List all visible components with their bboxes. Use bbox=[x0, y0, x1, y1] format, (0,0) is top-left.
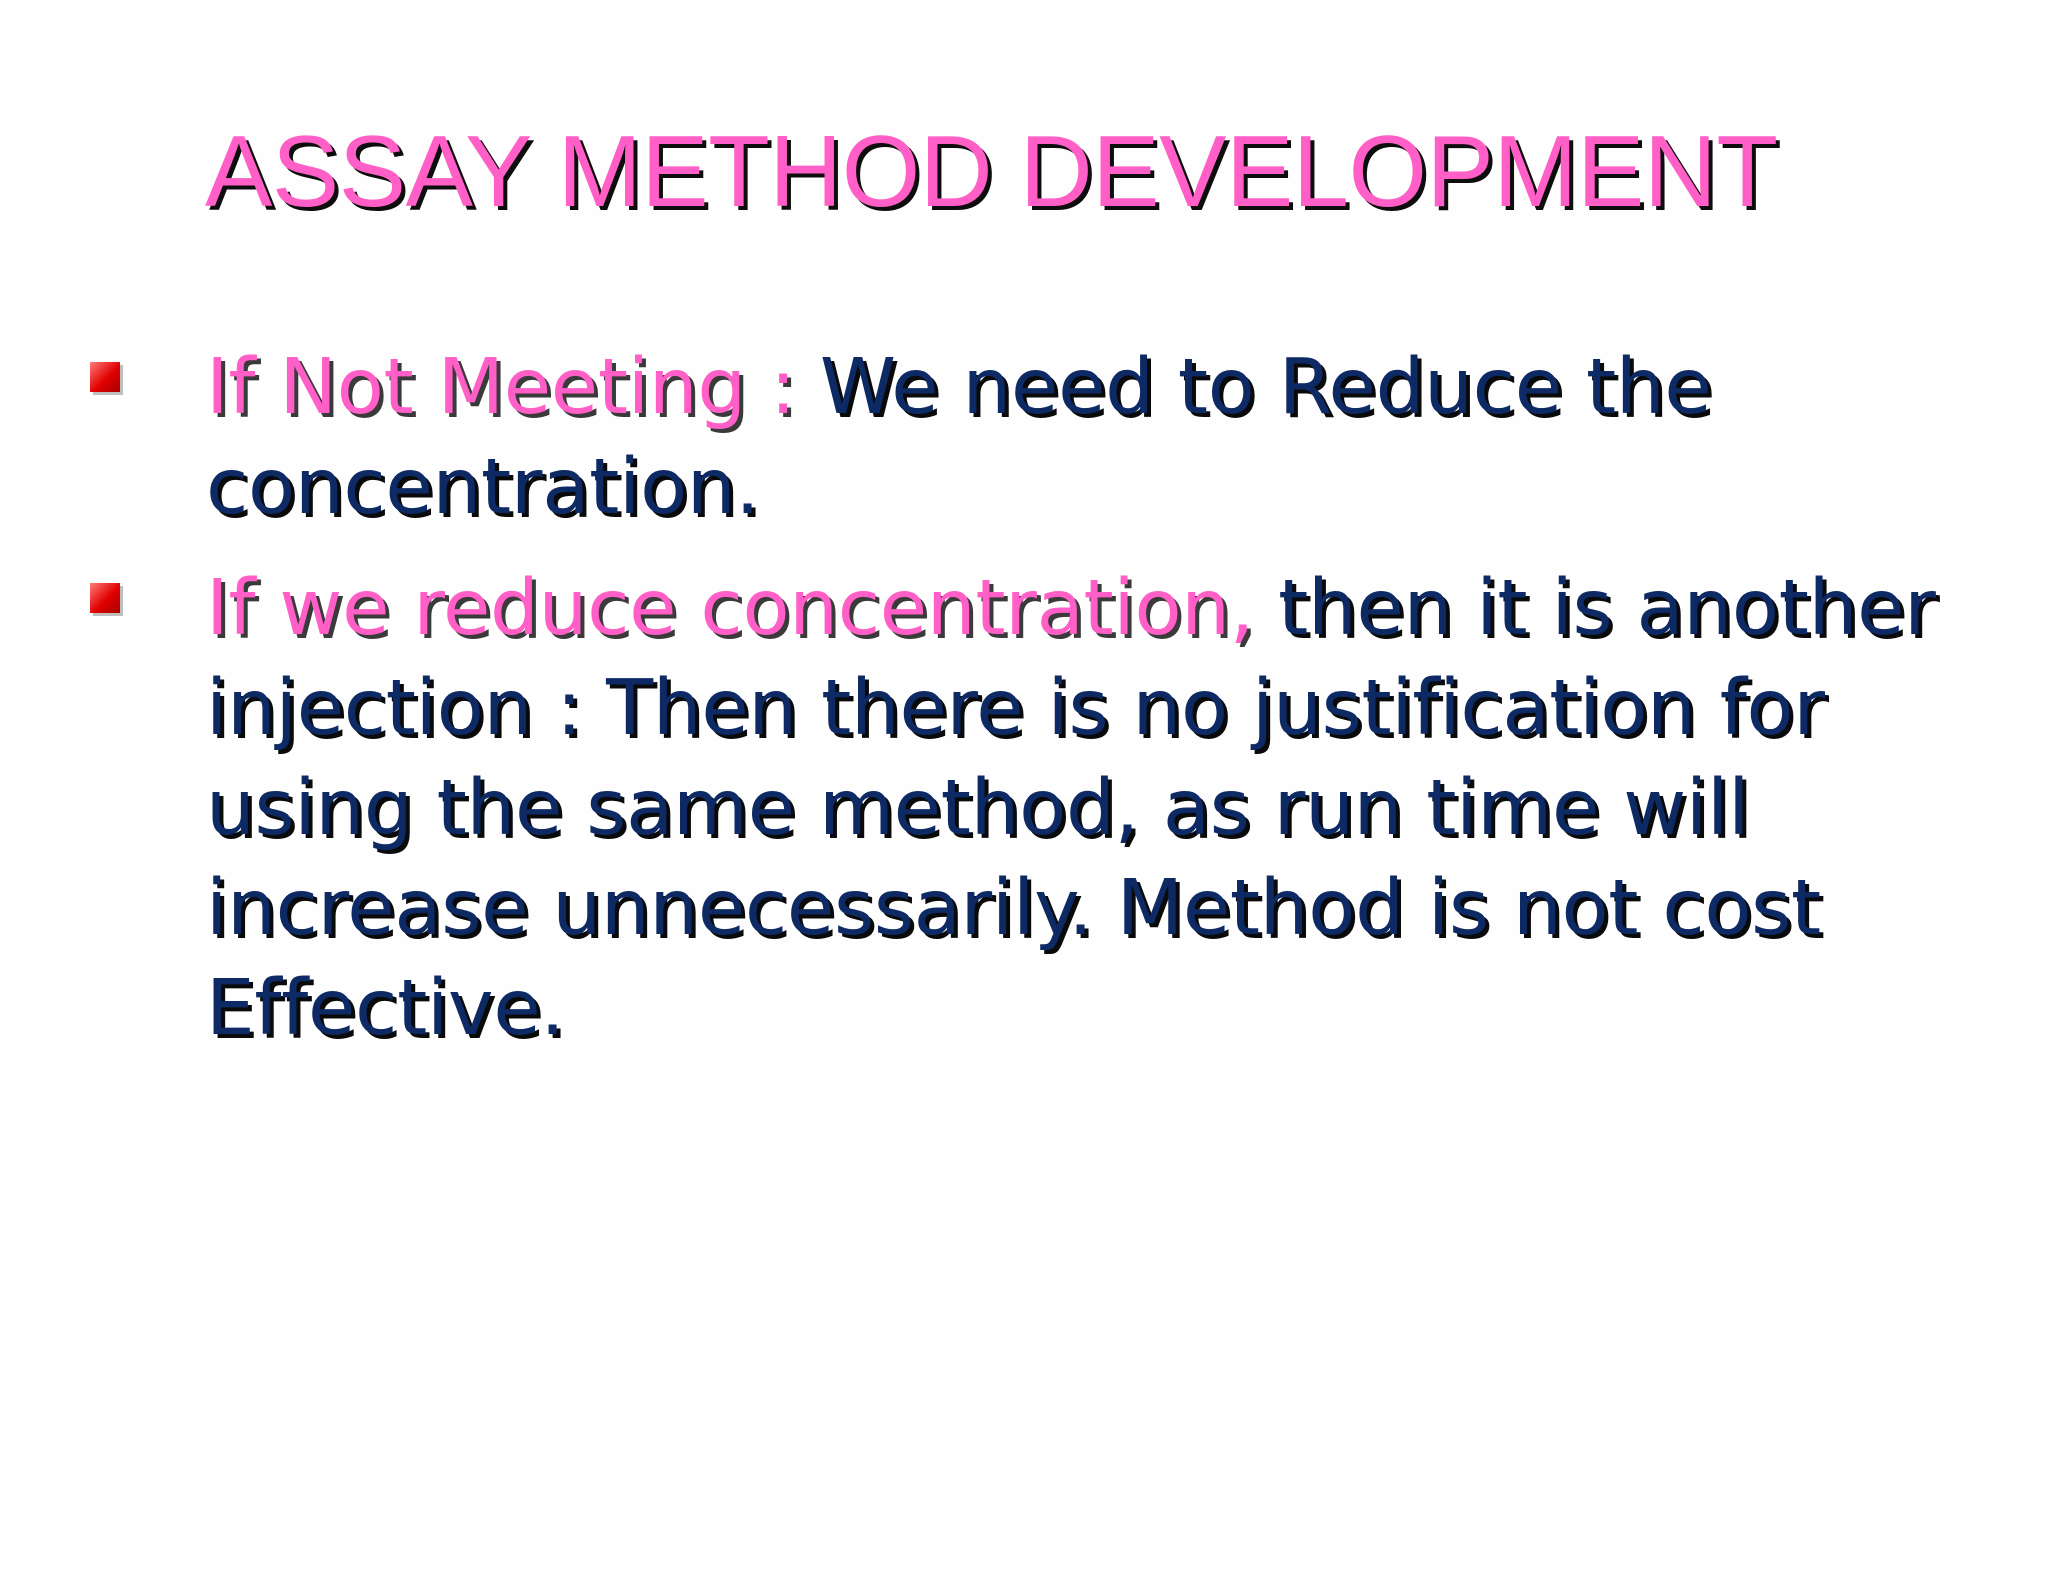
bullet-highlight: If we reduce concentration, bbox=[206, 564, 1254, 653]
bullet-item bbox=[0, 338, 2048, 538]
slide-title: ASSAY METHOD DEVELOPMENT bbox=[205, 116, 1778, 228]
bullet-text: We need to Reduce the concentration. bbox=[206, 343, 1712, 532]
bullet-text: then it is another injection : Then there is no justification for using the same method, as run time will increase unnecessarily. Method is not cost Effective. bbox=[206, 564, 1936, 1053]
red-square-bullet-icon bbox=[90, 583, 120, 613]
bullet-list bbox=[0, 338, 2048, 1080]
bullet-highlight: If Not Meeting : bbox=[206, 343, 820, 432]
red-square-bullet-icon bbox=[90, 362, 120, 392]
bullet-item bbox=[0, 559, 2046, 1059]
